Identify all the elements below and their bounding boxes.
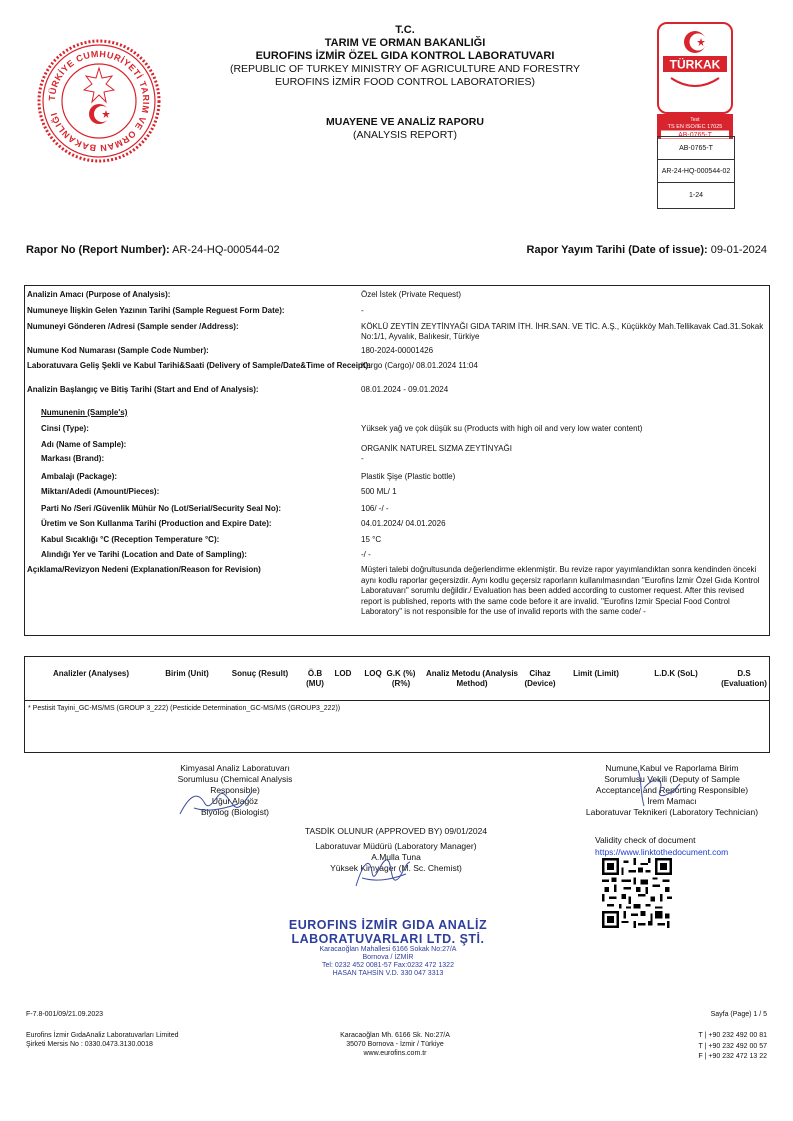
header-line-tc: T.C.: [395, 24, 415, 36]
info-key: Markası (Brand):: [41, 454, 105, 463]
seal-ring-text: TÜRKİYE CUMHURİYETİ TARIM VE ORMAN BAKANLIĞI: [46, 48, 152, 154]
col-lod: LOD: [334, 669, 352, 678]
signature-scribble-right: [630, 766, 690, 810]
turkak-logo-text: TÜRKAK: [669, 57, 721, 72]
info-value: 15 °C: [361, 535, 382, 544]
info-value: -: [361, 306, 364, 315]
report-number: [26, 244, 280, 256]
info-value: Kargo (Cargo)/ 08.01.2024 11:04: [361, 361, 478, 370]
footer-phone2: T | +90 232 492 00 57: [698, 1042, 767, 1050]
manager-name: A.Mulla Tuna: [371, 852, 421, 862]
info-value: -/ -: [361, 550, 371, 559]
header-ministry-en: (REPUBLIC OF TURKEY MINISTRY OF AGRICULTURE AND FORESTRY: [229, 63, 581, 75]
info-key: Analizin Amacı (Purpose of Analysis):: [27, 290, 171, 299]
info-key: Kabul Sıcaklığı °C (Reception Temperature °C):: [41, 535, 220, 544]
issue-date: [527, 244, 767, 256]
stamp-line3: Karacaoğlan Mahallesi 6166 Sokak No:27/A: [319, 946, 457, 953]
info-value: 180-2024-00001426: [361, 346, 434, 355]
info-value: -: [361, 454, 364, 463]
acc-box-pages: 1-24: [688, 192, 703, 199]
col-limit: Limit (Limit): [573, 669, 619, 678]
col-mu: Ö.B (MU): [306, 669, 324, 688]
info-key: Adı (Name of Sample):: [41, 440, 127, 449]
analyses-row: * Pestisit Tayini_GC-MS/MS (GROUP 3_222) (Pesticide Determination_GC-MS/MS (GROUP3_222)): [28, 705, 341, 712]
report-title: MUAYENE VE ANALİZ RAPORU: [326, 116, 484, 128]
analyses-header-row: [25, 657, 769, 701]
sig-left-line3: Responsible): [210, 785, 260, 795]
info-key: Numuneye İlişkin Gelen Yazının Tarihi (Sample Reguest Form Date):: [27, 306, 285, 315]
col-evaluation: D.S (Evaluation): [721, 669, 767, 688]
sig-left-name: Uğur Alagöz: [211, 796, 259, 806]
form-number: F-7.8-001/09/21.09.2023: [26, 1011, 104, 1018]
acc-box-code: AB-0765-T: [658, 137, 734, 160]
col-unit: Birim (Unit): [165, 669, 209, 678]
sample-info-table: [24, 285, 770, 636]
footer-company: [26, 1031, 179, 1049]
manager-title: Yüksek Kimyager (M. Sc. Chemist): [330, 863, 462, 873]
info-value: 106/ -/ -: [361, 504, 389, 513]
turkak-code: AB-0765-T: [678, 132, 712, 139]
validity-check: [595, 834, 728, 858]
accreditation-box: [657, 136, 735, 209]
info-value: Plastik Şişe (Plastic bottle): [361, 472, 456, 481]
turkak-accreditation-logo: [657, 22, 733, 140]
stamp-line4: Bornova / İZMİR: [362, 954, 414, 961]
info-value: Müşteri talebi doğrultusunda değerlendirme eklenmiştir. Bu revize rapor yayımlandıktan sonra kendinden önceki aynı kodlu raporlar geçersizdir. Aynı kodlu geçersiz raporların kullanılmasından "Eurofins İzmir Özel Gıda Kontrol Laboratuvarı" sorumlu değildir./ Evaluation has been added according to customer request. After this revised report is published, reports with the same code before it are invalid. "Eurofins Izmir Special Food Control Laboratory" is not responsible for the use of invalid reports with the same code/ -: [361, 565, 760, 616]
sig-right-line1: Numune Kabul ve Raporlama Birim: [605, 763, 739, 773]
page-number: Sayfa (Page) 1 / 5: [710, 1011, 767, 1018]
info-key: Cinsi (Type):: [41, 424, 89, 433]
header-ministry: TARIM VE ORMAN BAKANLIĞI: [324, 37, 486, 49]
info-key: Açıklama/Revizyon Nedeni (Explanation/Reason for Revision): [27, 565, 261, 574]
info-value: Yüksek yağ ve çok düşük su (Products with high oil and very low water content): [361, 424, 643, 433]
report-title-block: [250, 116, 560, 142]
stamp-line2: LABORATUVARLARI LTD. ŞTİ.: [291, 932, 485, 946]
info-key: Parti No /Seri /Güvenlik Mühür No (Lot/Serial/Security Seal No):: [41, 504, 282, 513]
manager-role: Laboratuvar Müdürü (Laboratory Manager): [315, 841, 477, 851]
signature-scribble-left: [176, 784, 256, 820]
sig-right-title: Laboratuvar Teknikeri (Laboratory Technician): [585, 807, 759, 817]
info-key: Numune Kod Numarası (Sample Code Number):: [27, 346, 209, 355]
report-subtitle: (ANALYSIS REPORT): [352, 129, 458, 141]
report-number-value: AR-24-HQ-000544-02: [172, 244, 280, 256]
sig-left-line2: Sorumlusu (Chemical Analysis: [177, 774, 293, 784]
col-recovery: G.K (%) (R%): [386, 669, 416, 688]
info-key: Laboratuvara Geliş Şekli ve Kabul Tarihi&Saati (Delivery of Sample/Date&Time of Receipt):: [27, 361, 371, 370]
info-key: Alındığı Yer ve Tarihi (Location and Date of Sampling):: [41, 550, 247, 559]
turkak-test-label: Test: [690, 117, 700, 123]
company-stamp: [288, 918, 488, 978]
turkak-standard: TS EN ISO/IEC 17025: [667, 124, 723, 130]
header-lab: EUROFINS İZMİR ÖZEL GIDA KONTROL LABORATUVARI: [255, 50, 555, 62]
acc-box-report: AR-24-HQ-000544-02: [658, 160, 734, 183]
stamp-line5: Tel: 0232 452 0081-57 Fax:0232 472 1322: [322, 962, 454, 969]
info-value: ORGANİK NATUREL SIZMA ZEYTİNYAĞI: [361, 444, 512, 453]
footer-website: www.eurofins.com.tr: [363, 1050, 427, 1057]
footer-address-line2: 35070 Bornova - İzmir / Türkiye: [346, 1041, 444, 1048]
qr-code[interactable]: [602, 858, 672, 928]
footer-address-line1: Karacaoğlan Mh. 6166 Sk. No:27/A: [340, 1032, 450, 1039]
footer-contacts: [698, 1031, 767, 1063]
info-key: Numuneyi Gönderen /Adresi (Sample sender /Address):: [27, 322, 239, 331]
info-key: Ambalajı (Package):: [41, 472, 118, 481]
col-loq: LOQ: [364, 669, 382, 678]
header-lab-en: EUROFINS İZMİR FOOD CONTROL LABORATORIES): [275, 76, 535, 88]
document-header: [200, 24, 610, 89]
footer-phone1: T | +90 232 492 00 81: [698, 1032, 767, 1039]
info-value: 04.01.2024/ 04.01.2026: [361, 519, 446, 528]
issue-date-value: 09-01-2024: [710, 244, 767, 256]
info-key: Analizin Başlangıç ve Bitiş Tarihi (Start and End of Analysis):: [27, 385, 259, 394]
info-key: Üretim ve Son Kullanma Tarihi (Production and Expire Date):: [41, 519, 272, 528]
analyses-table: [24, 656, 770, 753]
col-method: Analiz Metodu (Analysis Method): [425, 669, 518, 688]
validity-label: Validity check of document: [595, 835, 696, 845]
sig-right-name: İrem Mamacı: [647, 796, 697, 806]
stamp-line6: HASAN TAHSİN V.D. 330 047 3313: [332, 970, 444, 977]
info-value: KÖKLÜ ZEYTİN ZEYTİNYAĞI GIDA TARIM İTH. İHR.SAN. VE TİC. A.Ş., Küçükköy Mah.Tellikavak Cad.31.Sokak No:1/1, Ayvalık, Balıkesir, Türkiye: [361, 322, 764, 341]
sig-left-line1: Kimyasal Analiz Laboratuvarı: [180, 763, 290, 773]
report-number-label: Rapor No (Report Number):: [26, 244, 170, 256]
stamp-line1: EUROFINS İZMİR GIDA ANALİZ: [288, 918, 488, 932]
col-analyses: Analizler (Analyses): [52, 669, 130, 678]
footer-company-line2: Şirketi Mersis No : 0330.0473.3130.0018: [26, 1041, 153, 1048]
info-key: Miktarı/Adedi (Amount/Pieces):: [41, 487, 160, 496]
issue-date-label: Rapor Yayım Tarihi (Date of issue):: [526, 244, 708, 256]
ministry-seal: [36, 38, 162, 164]
col-result: Sonuç (Result): [231, 669, 289, 678]
info-value: 08.01.2024 - 09.01.2024: [361, 385, 449, 394]
sig-right-line2: Sorumlusu Vekili (Deputy of Sample: [604, 774, 740, 784]
sig-left-title: Biyolog (Biologist): [200, 807, 270, 817]
sample-heading: Numunenin (Sample's): [41, 408, 128, 417]
footer-company-line1: Eurofins İzmir GıdaAnaliz Laboratuvarları Limited: [26, 1032, 179, 1039]
approved-by: TASDİK OLUNUR (APPROVED BY) 09/01/2024: [304, 826, 488, 836]
info-value: 500 ML/ 1: [361, 487, 397, 496]
sig-right-line3: Acceptance and Reporting Responsible): [595, 785, 749, 795]
col-sol: L.D.K (SoL): [654, 669, 698, 678]
signature-scribble-manager: [350, 852, 414, 892]
footer-fax: F | +90 232 472 13 22: [698, 1053, 767, 1060]
info-value: Özel İstek (Private Request): [361, 290, 462, 299]
col-device: Cihaz (Device): [524, 669, 556, 688]
footer-address: [310, 1031, 480, 1058]
validity-link[interactable]: https://www.linktothedocument.com: [595, 847, 729, 857]
